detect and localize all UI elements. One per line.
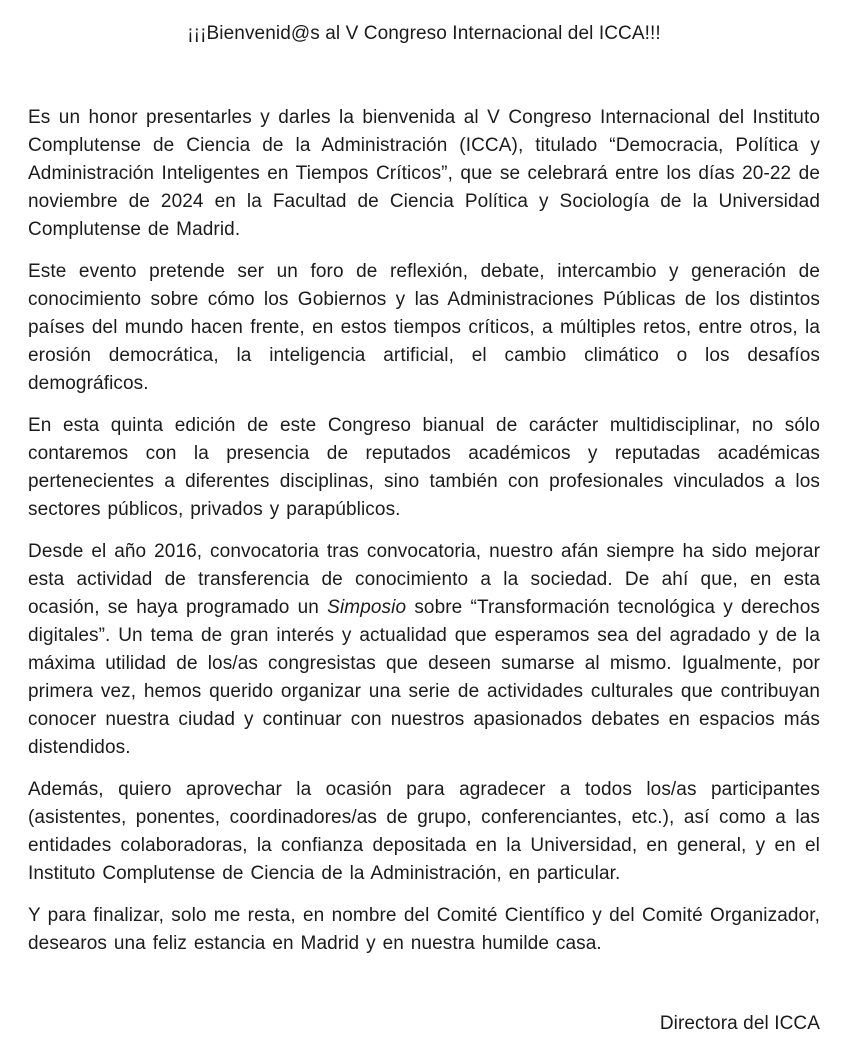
italic-text-segment: Simposio (327, 597, 407, 618)
text-segment: sobre “Transformación tecnológica y derechos digitales”. Un tema de gran interés y actualidad que esperamos sea del agradado y de la máxima utilidad de los/as congresistas que deseen sumarse al mismo. Igualmente, por primera vez, hemos querido organizar una serie de actividades culturales que contribuyan conocer nuestra ciudad y continuar con nuestros apasionados debates en espacios más distendidos. (28, 597, 820, 758)
paragraph (28, 776, 820, 888)
text-segment: Desde el año 2016, convocatoria tras convocatoria, nuestro afán siempre ha sido mejorar esta actividad de transferencia de conocimiento a la sociedad. De ahí que, en esta ocasión, se haya programado un (28, 541, 820, 618)
text-segment: Este evento pretende ser un foro de reflexión, debate, intercambio y generación de conocimiento sobre cómo los Gobiernos y las Administraciones Públicas de los distintos países del mundo hacen frente, en estos tiempos críticos, a múltiples retos, entre otros, la erosión democrática, la inteligencia artificial, el cambio climático o los desafíos demográficos. (28, 261, 820, 394)
text-segment: Es un honor presentarles y darles la bienvenida al V Congreso Internacional del Instituto Complutense de Ciencia de la Administración (ICCA), titulado “Democracia, Política y Administración Inteligentes en Tiempos Críticos”, que se celebrará entre los días 20-22 de noviembre de 2024 en la Facultad de Ciencia Política y Sociología de la Universidad Complutense de Madrid. (28, 107, 820, 240)
signature: Directora del ICCA (659, 1013, 820, 1034)
paragraph (28, 258, 820, 398)
paragraph (28, 412, 820, 524)
paragraph (28, 538, 820, 762)
text-segment: Además, quiero aprovechar la ocasión para agradecer a todos los/as participantes (asistentes, ponentes, coordinadores/as de grupo, conferenciantes, etc.), así como a las entidades colaboradoras, la confianza depositada en la Universidad, en general, y en el Instituto Complutense de Ciencia de la Administración, en particular. (28, 779, 820, 884)
paragraph (28, 902, 820, 958)
document-body (28, 104, 820, 958)
paragraph (28, 104, 820, 244)
text-segment: Y para finalizar, solo me resta, en nombre del Comité Científico y del Comité Organizador, desearos una feliz estancia en Madrid y en nuestra humilde casa. (28, 905, 820, 954)
text-segment: En esta quinta edición de este Congreso bianual de carácter multidisciplinar, no sólo contaremos con la presencia de reputados académicos y reputadas académicas pertenecientes a diferentes disciplinas, sino también con profesionales vinculados a los sectores públicos, privados y parapúblicos. (28, 415, 820, 520)
document-title: ¡¡¡Bienvenid@s al V Congreso Internacional del ICCA!!! (187, 23, 661, 44)
